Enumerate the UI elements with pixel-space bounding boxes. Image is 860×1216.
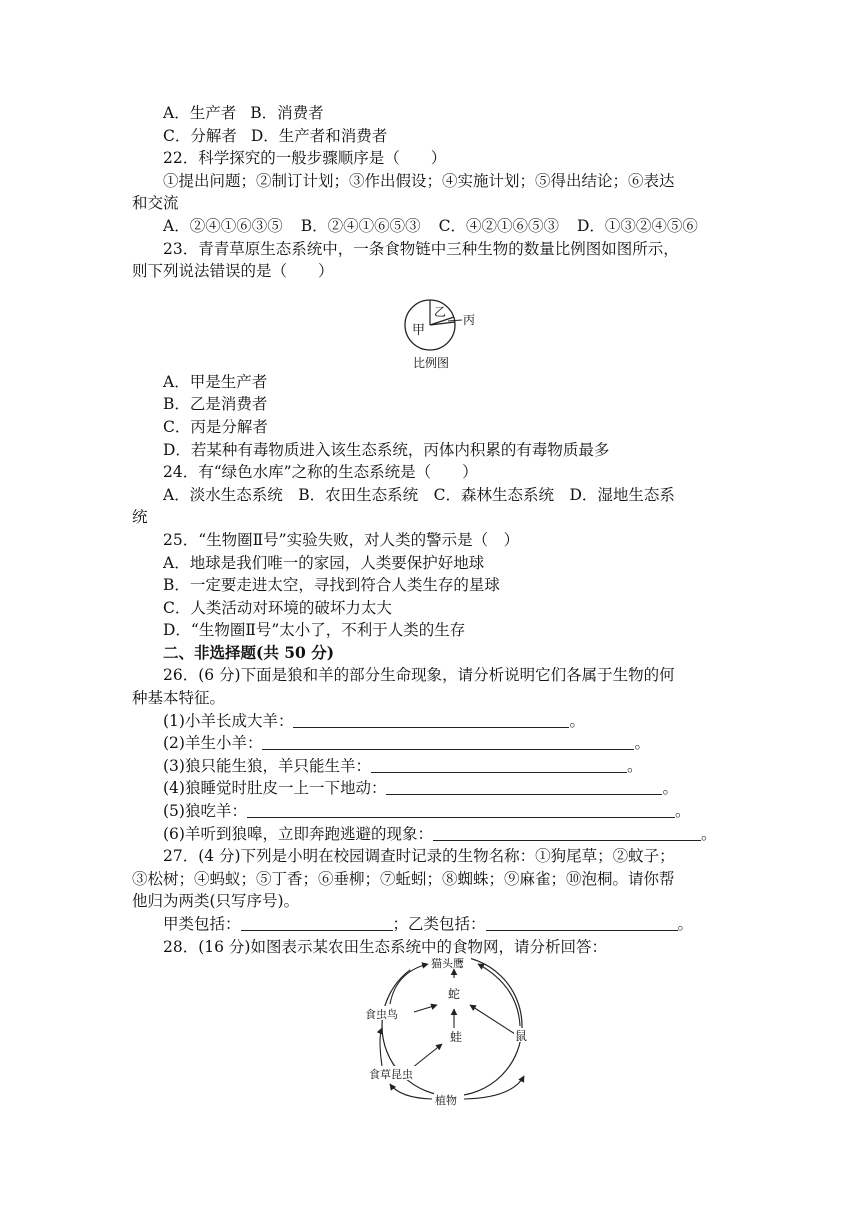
q26-item-4: (4)狼睡觉时肚皮一上一下地动： 。 bbox=[163, 779, 678, 798]
q21-option-c[interactable]: C．分解者 bbox=[163, 126, 237, 145]
arrow-insect-frog bbox=[412, 1044, 442, 1068]
q27-stem-line3: 他归为两类(只写序号)。 bbox=[132, 892, 300, 911]
arrow-insect-bird bbox=[380, 1028, 382, 1066]
answer-blank[interactable] bbox=[371, 757, 627, 773]
q22-text-line1: ①提出问题；②制订计划；③作出假设；④实施计划；⑤得出结论；⑥表达 bbox=[163, 171, 675, 190]
answer-blank[interactable] bbox=[293, 712, 569, 728]
q26-item-5: (5)狼吃羊： 。 bbox=[163, 802, 691, 821]
arrow-bird-snake bbox=[414, 1005, 437, 1012]
q26-stem-line2: 种基本特征。 bbox=[132, 689, 226, 708]
q22-option-b[interactable]: B．②④①⑥⑤③ bbox=[300, 216, 421, 235]
answer-blank[interactable] bbox=[386, 779, 662, 795]
q25-option-a[interactable]: A．地球是我们唯一的家园，人类要保护好地球 bbox=[163, 553, 485, 572]
q23-stem-line2: 则下列说法错误的是（ ） bbox=[132, 262, 334, 281]
q21-option-b[interactable]: B．消费者 bbox=[250, 104, 324, 122]
q23-option-a[interactable]: A．甲是生产者 bbox=[163, 372, 268, 391]
q28-stem: 28．(16 分)如图表示某农田生态系统中的食物网，请分析回答： bbox=[163, 937, 607, 956]
q25-option-b[interactable]: B．一定要走进太空，寻找到符合人类生存的星球 bbox=[163, 576, 500, 595]
node-plant: 植物 bbox=[435, 1094, 457, 1108]
q22-text-line2: 和交流 bbox=[132, 194, 179, 213]
figure-caption: 比例图 bbox=[413, 355, 450, 370]
q23-stem-line1: 23．青青草原生态系统中，一条食物链中三种生物的数量比例图如图所示， bbox=[163, 239, 679, 258]
node-frog: 蛙 bbox=[450, 1030, 463, 1045]
q25-option-d[interactable]: D．“生物圈Ⅱ号”太小了，不利于人类的生存 bbox=[163, 621, 466, 640]
answer-blank[interactable] bbox=[262, 734, 634, 750]
pie-label-bing: 丙 bbox=[463, 312, 476, 327]
q21-options-row2 bbox=[132, 125, 732, 148]
pie-label-yi: 乙 bbox=[434, 304, 447, 319]
arrow-plant-mouse bbox=[464, 1076, 524, 1099]
q25-option-c[interactable]: C．人类活动对环境的破坏力太大 bbox=[163, 598, 392, 617]
node-mouse: 鼠 bbox=[515, 1029, 528, 1044]
q23-option-b[interactable]: B．乙是消费者 bbox=[163, 395, 268, 414]
q27-answer-row: 甲类包括： ；乙类包括： 。 bbox=[163, 915, 694, 933]
pie-label-jia: 甲 bbox=[412, 322, 426, 338]
q26-item-2: (2)羊生小羊： 。 bbox=[163, 734, 650, 753]
q21-option-a[interactable]: A．生产者 bbox=[163, 104, 237, 122]
q23-pie-figure bbox=[132, 283, 732, 371]
arrow-mouse-snake bbox=[470, 1005, 515, 1034]
answer-blank-jia[interactable] bbox=[241, 915, 393, 931]
q24-stem: 24．有“绿色水库”之称的生态系统是（ ） bbox=[163, 463, 478, 482]
q22-option-c[interactable]: C．④②①⑥⑤③ bbox=[438, 216, 559, 235]
answer-blank-yi[interactable] bbox=[486, 915, 678, 931]
q21-options-row1 bbox=[132, 102, 732, 125]
q23-option-d[interactable]: D．若某种有毒物质进入该生态系统，丙体内积累的有毒物质最多 bbox=[163, 440, 610, 459]
q22-option-d[interactable]: D．①③②④⑤⑥ bbox=[576, 216, 698, 235]
q26-item-1: (1)小羊长成大羊： 。 bbox=[163, 711, 585, 730]
q26-stem-line1: 26．(6 分)下面是狼和羊的部分生命现象，请分析说明它们各属于生物的何 bbox=[163, 666, 675, 685]
answer-blank[interactable] bbox=[433, 825, 701, 841]
q22-stem: 22．科学探究的一般步骤顺序是（ ） bbox=[163, 149, 447, 168]
q27-stem-line1: 27．(4 分)下列是小明在校园调查时记录的生物名称：①狗尾草；②蚊子； bbox=[163, 847, 675, 866]
exam-page bbox=[132, 102, 732, 1108]
node-snake: 蛇 bbox=[448, 987, 461, 1002]
q21-option-d[interactable]: D．生产者和消费者 bbox=[250, 126, 388, 145]
q24-options-line1[interactable]: A．淡水生态系统 B．农田生态系统 C．森林生态系统 D．湿地生态系 bbox=[163, 485, 675, 504]
section-heading: 二、非选择题(共 50 分) bbox=[163, 642, 335, 662]
node-bird: 食虫鸟 bbox=[365, 1008, 398, 1022]
q26-item-3: (3)狼只能生狼，羊只能生羊： 。 bbox=[163, 756, 643, 775]
q24-options-line2: 统 bbox=[132, 508, 148, 527]
q28-food-web-figure bbox=[132, 958, 732, 1108]
q27-stem-line2: ③松树；④蚂蚁；⑤丁香；⑥垂柳；⑦蚯蚓；⑧蜘蛛；⑨麻雀；⑩泡桐。请你帮 bbox=[132, 869, 675, 888]
proportion-pie-svg bbox=[132, 283, 732, 371]
node-insect: 食草昆虫 bbox=[369, 1068, 413, 1082]
q22-option-a[interactable]: A．②④①⑥③⑤ bbox=[163, 216, 283, 235]
bing-leader-line bbox=[448, 320, 462, 321]
q26-item-6: (6)羊听到狼嗥，立即奔跑逃避的现象： 。 bbox=[163, 824, 717, 843]
q23-option-c[interactable]: C．丙是分解者 bbox=[163, 417, 268, 436]
q22-options bbox=[132, 215, 732, 238]
answer-blank[interactable] bbox=[247, 802, 675, 818]
q25-stem: 25．“生物圈Ⅱ号”实验失败，对人类的警示是（ ） bbox=[163, 530, 520, 549]
node-owl: 猫头鹰 bbox=[431, 958, 464, 971]
food-web-svg bbox=[132, 958, 732, 1108]
